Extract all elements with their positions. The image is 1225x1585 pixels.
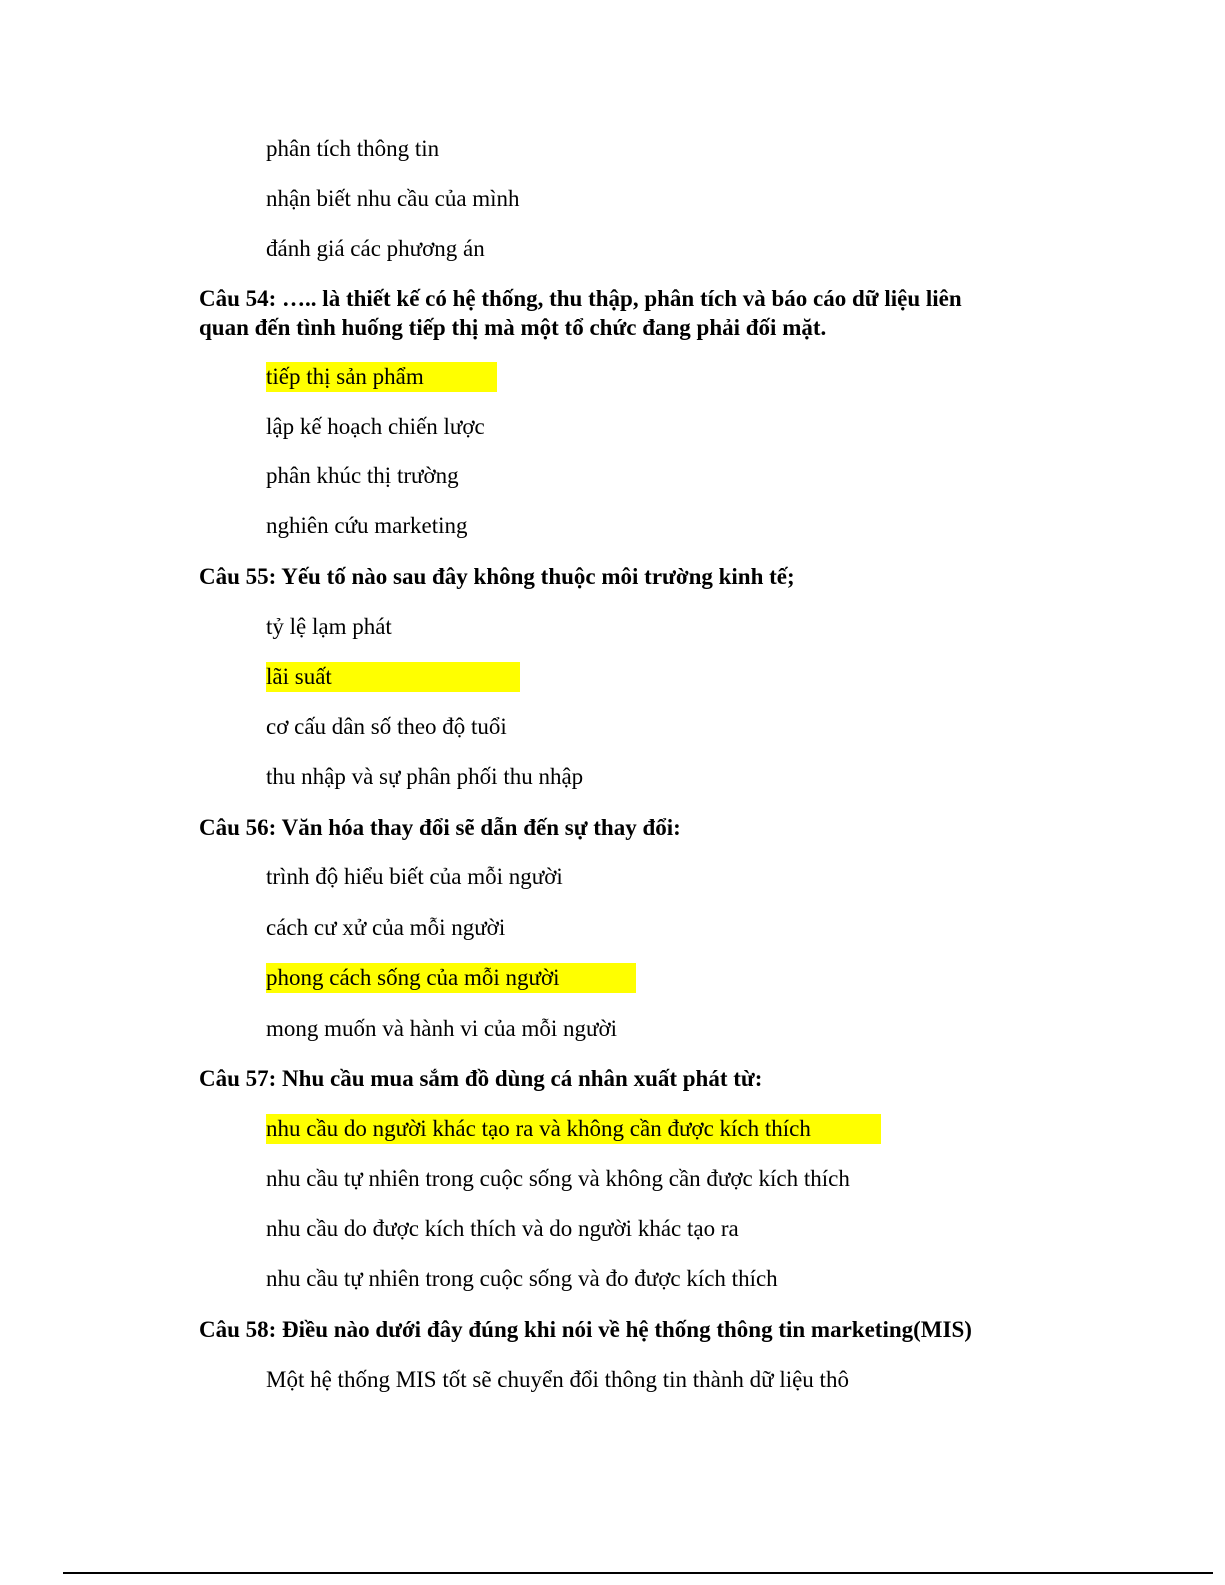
answer-option: thu nhập và sự phân phối thu nhập	[266, 764, 584, 789]
page-bottom-rule	[63, 1572, 1213, 1574]
answer-option: nhu cầu tự nhiên trong cuộc sống và không cần được kích thích	[266, 1166, 850, 1191]
answer-option: cơ cấu dân số theo độ tuổi	[266, 714, 507, 739]
answer-option: nghiên cứu marketing	[266, 513, 468, 538]
highlight: nhu cầu do người khác tạo ra và không cần được kích thích	[266, 1114, 881, 1144]
highlight: phong cách sống của mỗi người	[266, 963, 636, 993]
answer-option-highlighted	[266, 963, 636, 993]
answer-option: mong muốn và hành vi của mỗi người	[266, 1016, 618, 1041]
question-55: Câu 55: Yếu tố nào sau đây không thuộc môi trường kinh tế;	[199, 564, 795, 589]
highlight: tiếp thị sản phẩm	[266, 362, 497, 392]
answer-option: trình độ hiểu biết của mỗi người	[266, 864, 563, 889]
answer-option: đánh giá các phương án	[266, 236, 485, 261]
answer-option: phân khúc thị trường	[266, 463, 459, 488]
highlight: lãi suất	[266, 662, 520, 692]
answer-option: nhận biết nhu cầu của mình	[266, 186, 520, 211]
question-56: Câu 56: Văn hóa thay đổi sẽ dẫn đến sự thay đổi:	[199, 815, 681, 840]
question-58: Câu 58: Điều nào dưới đây đúng khi nói về hệ thống thông tin marketing(MIS)	[199, 1317, 972, 1342]
answer-option: lập kế hoạch chiến lược	[266, 414, 485, 439]
answer-option-highlighted	[266, 662, 520, 692]
answer-option-highlighted	[266, 1114, 881, 1144]
answer-option: nhu cầu do được kích thích và do người khác tạo ra	[266, 1216, 739, 1241]
answer-option: phân tích thông tin	[266, 136, 440, 161]
question-54-line-1: Câu 54: ….. là thiết kế có hệ thống, thu thập, phân tích và báo cáo dữ liệu liên	[199, 286, 962, 311]
answer-option: Một hệ thống MIS tốt sẽ chuyển đổi thông tin thành dữ liệu thô	[266, 1367, 849, 1392]
answer-option: tỷ lệ lạm phát	[266, 614, 392, 639]
answer-option-highlighted	[266, 362, 497, 392]
answer-option: nhu cầu tự nhiên trong cuộc sống và đo được kích thích	[266, 1266, 778, 1291]
answer-option: cách cư xử của mỗi người	[266, 915, 506, 940]
question-54-line-2: quan đến tình huống tiếp thị mà một tổ chức đang phải đối mặt.	[199, 315, 827, 340]
question-57: Câu 57: Nhu cầu mua sắm đồ dùng cá nhân xuất phát từ:	[199, 1066, 763, 1091]
